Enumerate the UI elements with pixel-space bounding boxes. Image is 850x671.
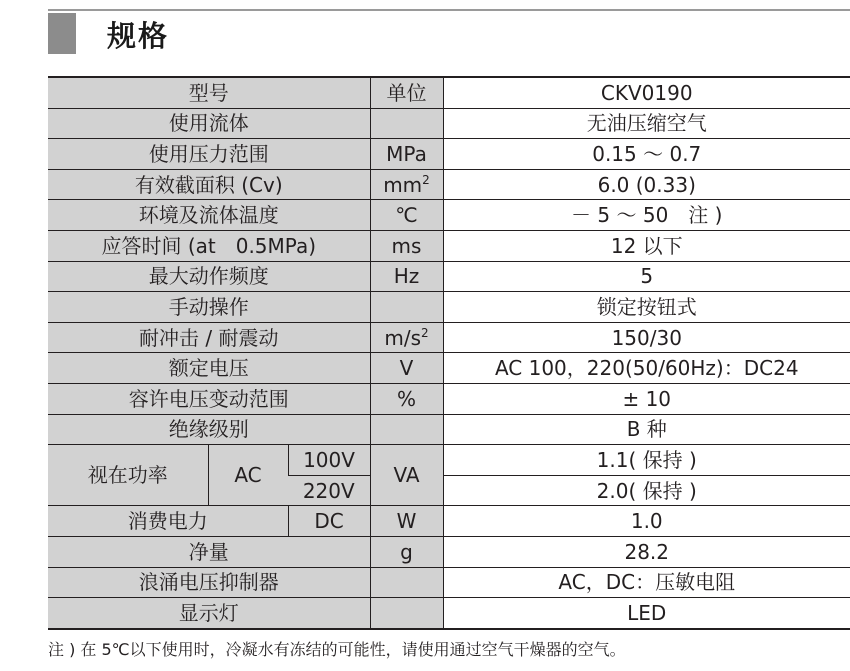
row-value: AC，DC：压敏电阻 [443,567,850,598]
top-rule [48,9,850,11]
table-row [48,353,850,384]
row-unit [370,414,443,445]
unit-base: m/s [384,326,421,351]
apparent-power-row [48,445,850,476]
header-unit-label: 单位 [370,77,443,108]
table-row [48,261,850,292]
row-unit: % [370,383,443,414]
row-value: － 5 ～ 50 注 ) [443,200,850,231]
table-row [48,230,850,261]
apparent-power-value: 1.1( 保持 ) [443,445,850,476]
row-unit: ℃ [370,200,443,231]
row-value: LED [443,598,850,629]
table-row [48,200,850,231]
row-label: 容许电压变动范围 [48,383,370,414]
row-unit: Hz [370,261,443,292]
table-row [48,536,850,567]
row-value: ± 10 [443,383,850,414]
row-unit: g [370,536,443,567]
row-label: 使用压力范围 [48,139,370,170]
row-value: 28.2 [443,536,850,567]
row-label: 额定电压 [48,353,370,384]
table-row [48,322,850,353]
spec-table [48,76,850,630]
row-unit [370,567,443,598]
row-value: 无油压缩空气 [443,108,850,139]
table-row [48,567,850,598]
row-label: 有效截面积 (Cv) [48,169,370,200]
table-row [48,383,850,414]
unit-superscript: 2 [422,173,430,188]
power-consumption-value: 1.0 [443,506,850,537]
table-row [48,139,850,170]
voltage-label: 220V [288,475,370,506]
table-row [48,292,850,323]
apparent-power-ac-label: AC [208,445,288,506]
row-value: 5 [443,261,850,292]
row-unit: ms [370,230,443,261]
row-value: B 种 [443,414,850,445]
footnote: 注 ) 在 5℃以下使用时，冷凝水有冻结的可能性，请使用通过空气干燥器的空气。 [48,640,626,659]
row-label: 显示灯 [48,598,370,629]
table-row [48,598,850,629]
row-label: 环境及流体温度 [48,200,370,231]
table-row [48,108,850,139]
unit-superscript: 2 [421,326,429,341]
row-label: 净量 [48,536,370,567]
row-value: 150/30 [443,322,850,353]
row-label: 浪涌电压抑制器 [48,567,370,598]
row-unit [370,108,443,139]
row-unit [370,322,443,353]
header-model-value: CKV0190 [443,77,850,108]
table-row [48,169,850,200]
row-label: 手动操作 [48,292,370,323]
row-label: 耐冲击 / 耐震动 [48,322,370,353]
row-unit [370,598,443,629]
table-header-row [48,77,850,108]
power-consumption-row [48,506,850,537]
apparent-power-label: 视在功率 [48,445,208,506]
unit-base: mm [383,173,423,198]
voltage-label: 100V [288,445,370,476]
row-value: 锁定按钮式 [443,292,850,323]
apparent-power-value: 2.0( 保持 ) [443,475,850,506]
row-value: AC 100，220(50/60Hz)：DC24 [443,353,850,384]
row-value: 6.0 (0.33) [443,169,850,200]
section-marker [48,13,76,54]
row-label: 绝缘级别 [48,414,370,445]
row-unit [370,169,443,200]
section-title: 规格 [107,19,170,53]
apparent-power-unit: VA [370,445,443,506]
row-label: 使用流体 [48,108,370,139]
table-row [48,414,850,445]
header-model-label: 型号 [48,77,370,108]
row-unit: MPa [370,139,443,170]
row-unit [370,292,443,323]
power-consumption-dc-label: DC [288,506,370,537]
row-value: 12 以下 [443,230,850,261]
power-consumption-unit: W [370,506,443,537]
row-label: 应答时间 (at 0.5MPa) [48,230,370,261]
row-label: 最大动作频度 [48,261,370,292]
row-unit: V [370,353,443,384]
power-consumption-label: 消费电力 [48,506,288,537]
row-value: 0.15 ～ 0.7 [443,139,850,170]
